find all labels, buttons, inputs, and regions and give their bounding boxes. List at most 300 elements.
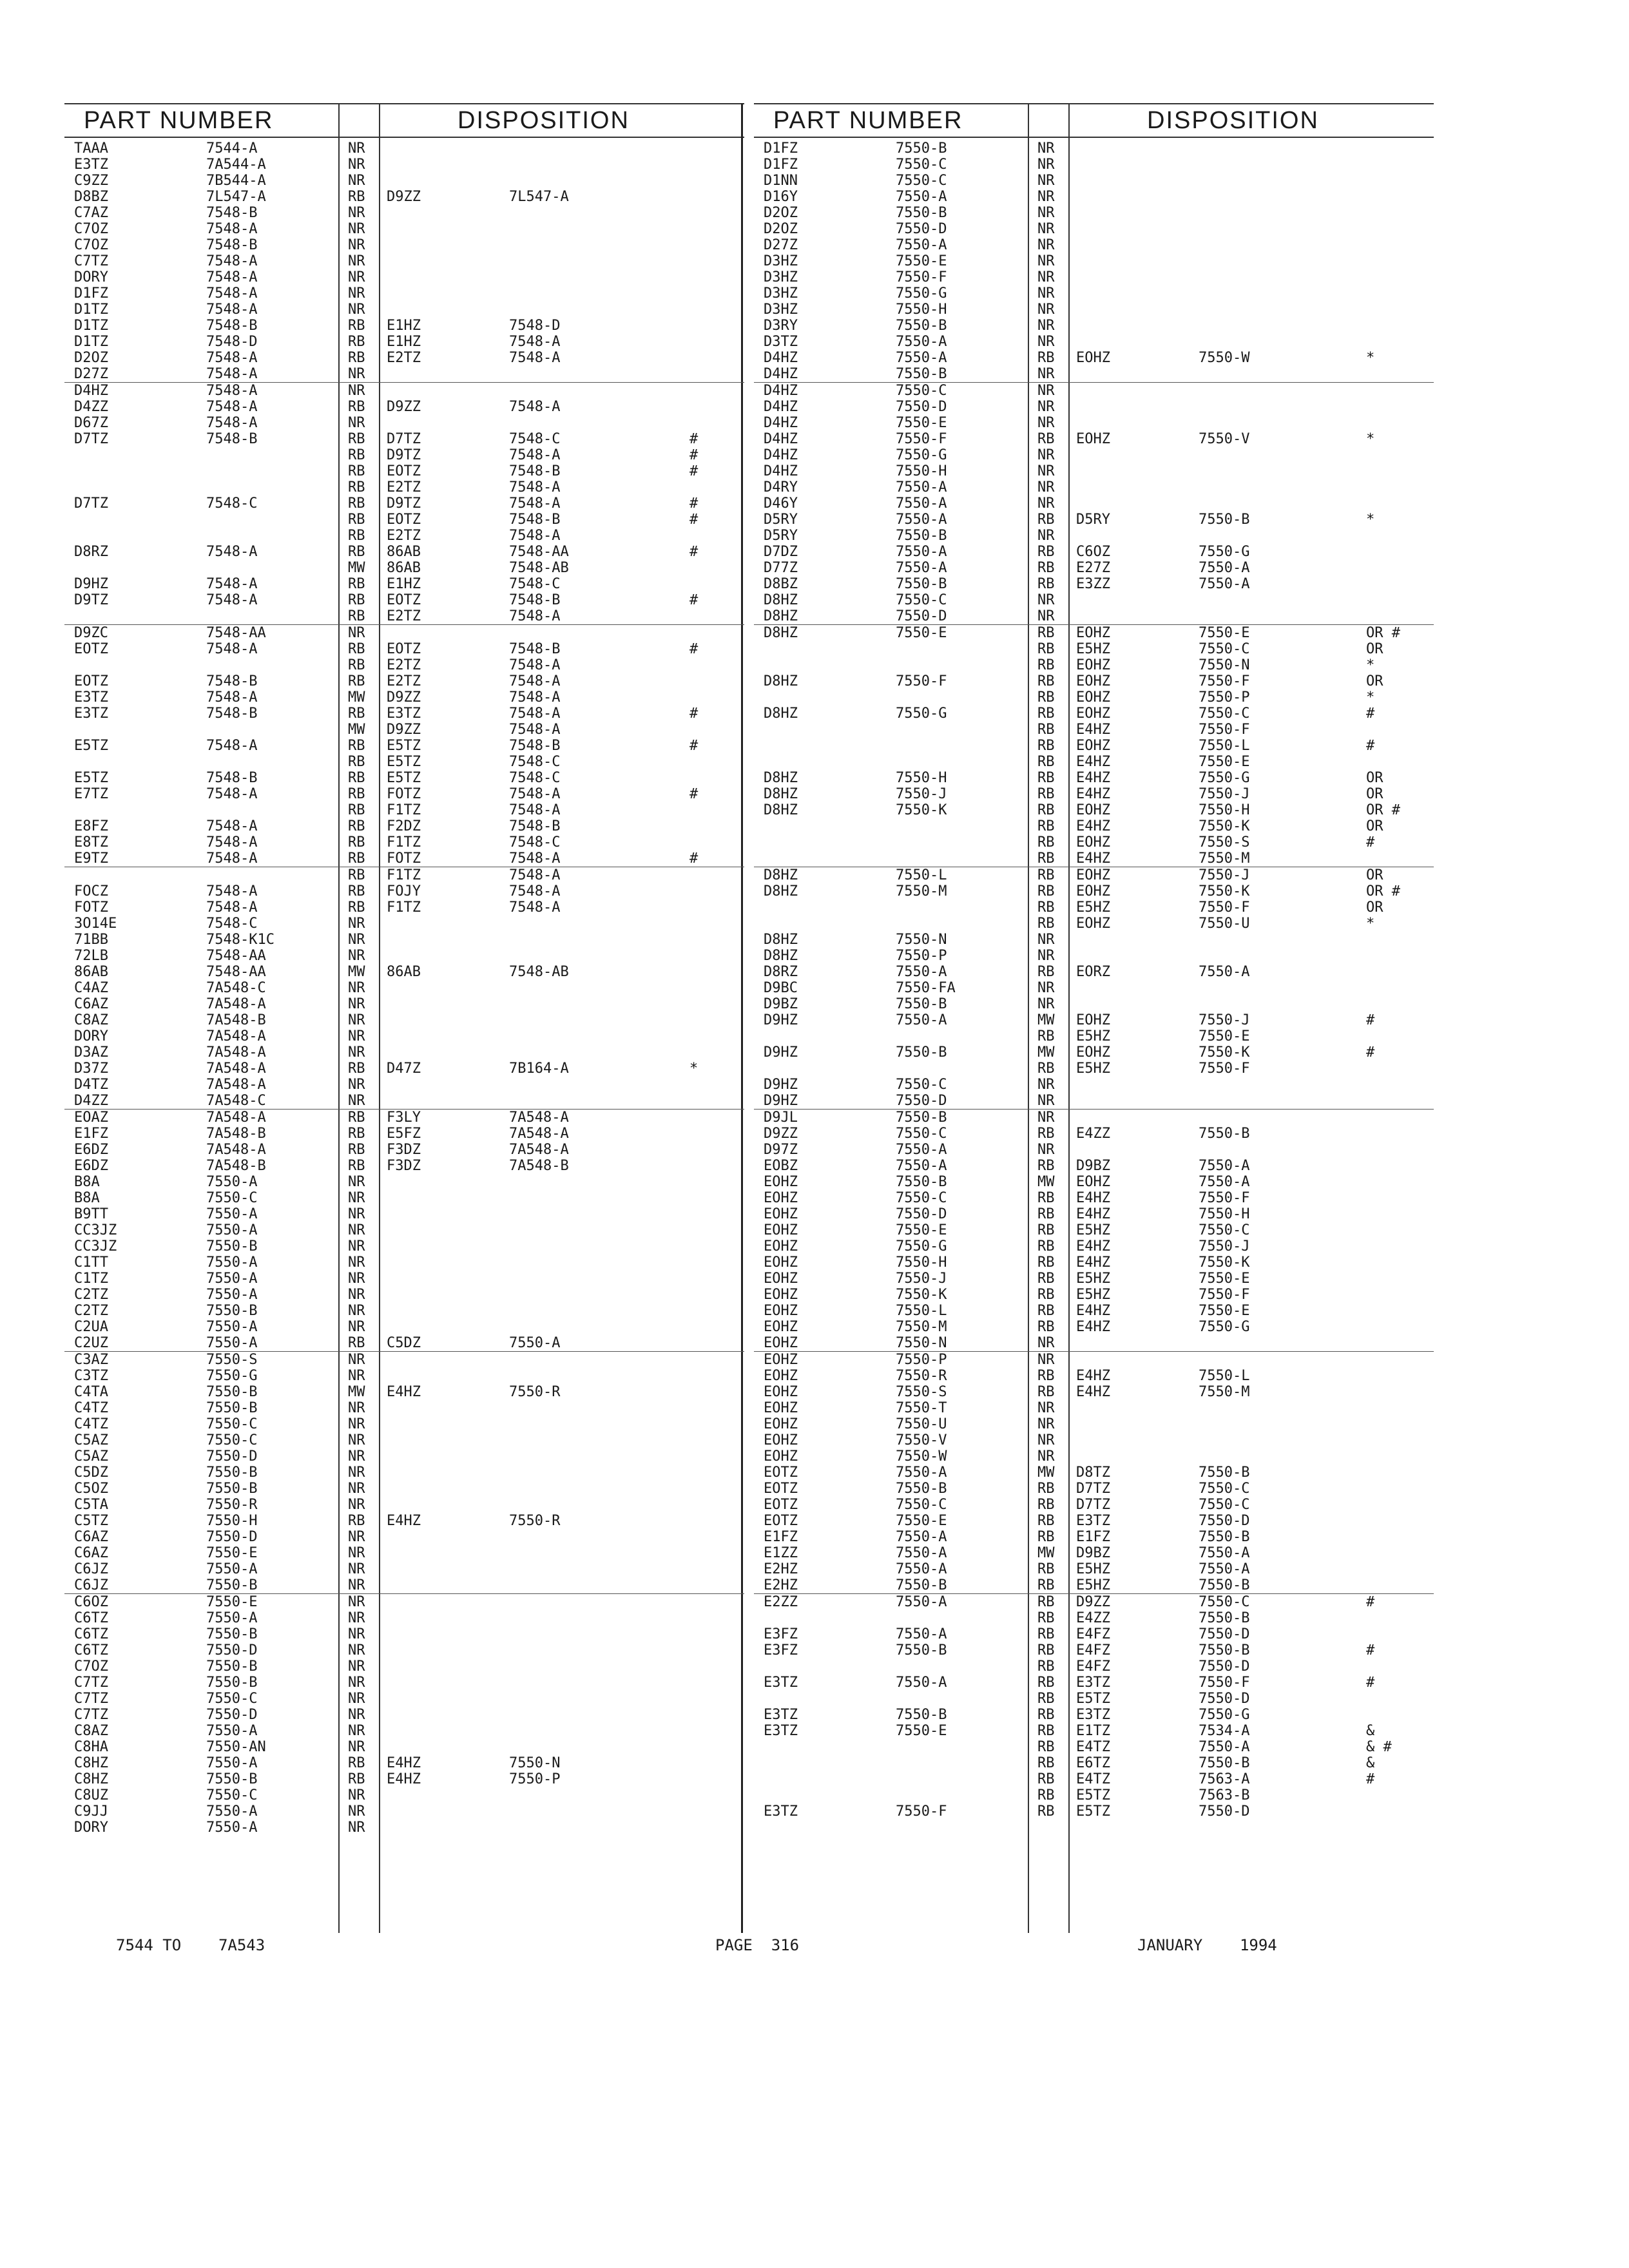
part-prefix: C4TZ [74, 1400, 108, 1416]
replacement-number: 7550-B [1199, 1755, 1250, 1771]
table-row [754, 1497, 1434, 1513]
part-prefix: D37Z [74, 1061, 108, 1077]
flag: & # [1366, 1739, 1392, 1755]
replacement-number: 7550-M [1199, 1384, 1250, 1400]
disposition-code: MW [1037, 1012, 1055, 1028]
replacement-number: 7548-A [509, 722, 561, 738]
disposition-code: RB [1037, 641, 1055, 657]
table-row [754, 140, 1434, 157]
part-prefix: C6AZ [74, 1545, 108, 1561]
table-row [64, 1061, 744, 1077]
replacement-number: 7550-J [1199, 867, 1250, 883]
table-row [754, 1545, 1434, 1561]
table-row [754, 899, 1434, 916]
part-number: 7550-B [896, 576, 947, 592]
table-row [64, 1593, 744, 1610]
replacement-number: 7548-A [509, 399, 561, 415]
part-prefix: D1NN [764, 173, 798, 189]
flag: # [1366, 706, 1375, 722]
disposition-code: RB [1037, 1675, 1055, 1691]
part-number: 7550-D [206, 1642, 258, 1658]
disposition-code: RB [1037, 512, 1055, 528]
replacement-number: 7548-B [509, 512, 561, 528]
disposition-code: NR [348, 1497, 365, 1513]
table-row [64, 1755, 744, 1771]
table-row [64, 722, 744, 738]
replacement-prefix: E4HZ [1076, 850, 1110, 867]
table-row [64, 334, 744, 350]
flag: # [1366, 834, 1375, 850]
flag: * [1366, 916, 1375, 932]
part-prefix: CC3JZ [74, 1222, 117, 1238]
table-row [754, 1529, 1434, 1545]
replacement-number: 7550-F [1199, 1675, 1250, 1691]
disposition-code: MW [1037, 1545, 1055, 1561]
disposition-code: RB [1037, 1739, 1055, 1755]
table-row [64, 1610, 744, 1626]
part-prefix: E9TZ [74, 850, 108, 867]
table-row [754, 382, 1434, 399]
replacement-prefix: D5RY [1076, 512, 1110, 528]
disposition-code: NR [1037, 1142, 1055, 1158]
table-row [754, 673, 1434, 689]
replacement-prefix: 86AB [387, 544, 421, 560]
replacement-prefix: E27Z [1076, 560, 1110, 576]
replacement-prefix: E5TZ [1076, 1691, 1110, 1707]
replacement-number: 7550-B [1199, 1529, 1250, 1545]
replacement-prefix: E4HZ [1076, 1206, 1110, 1222]
part-number: 7550-A [896, 1626, 947, 1642]
table-row [64, 1739, 744, 1755]
disposition-code: RB [1037, 1190, 1055, 1206]
part-number: 7550-E [896, 1723, 947, 1739]
table-row [754, 576, 1434, 592]
table-row [64, 673, 744, 689]
replacement-prefix: E4FZ [1076, 1642, 1110, 1658]
replacement-number: 7548-C [509, 834, 561, 850]
table-row [754, 1593, 1434, 1610]
table-row [754, 1093, 1434, 1109]
table-row [754, 1561, 1434, 1577]
replacement-number: 7550-W [1199, 350, 1250, 366]
part-number: 7548-B [206, 770, 258, 786]
table-row [64, 592, 744, 608]
replacement-prefix: E4HZ [387, 1384, 421, 1400]
disposition-code: RB [1037, 1529, 1055, 1545]
disposition-code: NR [348, 1545, 365, 1561]
disposition-code: NR [348, 1642, 365, 1658]
replacement-number: 7550-E [1199, 754, 1250, 770]
disposition-code: RB [1037, 560, 1055, 576]
part-prefix: CC3JZ [74, 1238, 117, 1254]
table-row [64, 1044, 744, 1061]
flag: * [1366, 350, 1375, 366]
replacement-number: 7548-A [509, 447, 561, 463]
table-row [64, 1691, 744, 1707]
part-prefix: E8TZ [74, 834, 108, 850]
table-row [754, 1061, 1434, 1077]
replacement-prefix: EOHZ [1076, 802, 1110, 818]
table-row [64, 1254, 744, 1271]
replacement-prefix: EOHZ [1076, 916, 1110, 932]
replacement-number: 7550-D [1199, 1691, 1250, 1707]
replacement-prefix: EOTZ [387, 512, 421, 528]
disposition-code: RB [348, 350, 365, 366]
replacement-prefix: E4HZ [1076, 1319, 1110, 1335]
table-row [64, 366, 744, 382]
replacement-prefix: E4TZ [1076, 1771, 1110, 1787]
disposition-code: RB [348, 1061, 365, 1077]
replacement-prefix: D9ZZ [387, 189, 421, 205]
part-prefix: D8HZ [764, 673, 798, 689]
table-row [64, 738, 744, 754]
table-row [754, 1691, 1434, 1707]
disposition-code: NR [348, 1190, 365, 1206]
replacement-prefix: EOTZ [387, 592, 421, 608]
disposition-code: NR [1037, 1400, 1055, 1416]
part-prefix: DORY [74, 1820, 108, 1836]
part-number: 7550-E [896, 1222, 947, 1238]
part-number: 7548-A [206, 221, 258, 237]
disposition-code: NR [348, 383, 365, 399]
replacement-number: 7550-B [1199, 1610, 1250, 1626]
table-row [754, 964, 1434, 980]
disposition-code: NR [1037, 1416, 1055, 1432]
disposition-code: NR [348, 1077, 365, 1093]
flag: # [1366, 1012, 1375, 1028]
disposition-code: RB [1037, 1368, 1055, 1384]
part-prefix: C3AZ [74, 1352, 108, 1368]
replacement-prefix: EOHZ [1076, 431, 1110, 447]
replacement-prefix: D7TZ [387, 431, 421, 447]
replacement-prefix: E4HZ [387, 1771, 421, 1787]
disposition-code: NR [348, 1658, 365, 1675]
disposition-code: NR [1037, 1335, 1055, 1351]
disposition-code: RB [1037, 1061, 1055, 1077]
disposition-code: NR [1037, 173, 1055, 189]
part-prefix: 3O14E [74, 916, 117, 932]
disposition-code: RB [1037, 350, 1055, 366]
part-number: 7550-H [896, 463, 947, 479]
replacement-prefix: C6OZ [1076, 544, 1110, 560]
replacement-number: 7548-A [509, 883, 561, 899]
part-number: 7550-H [896, 770, 947, 786]
replacement-prefix: E2TZ [387, 528, 421, 544]
table-row [64, 1287, 744, 1303]
flag: OR [1366, 641, 1383, 657]
part-prefix: C7TZ [74, 1707, 108, 1723]
disposition-code: NR [348, 366, 365, 382]
disposition-code: RB [1037, 1513, 1055, 1529]
disposition-code: NR [1037, 463, 1055, 479]
table-row [64, 1771, 744, 1787]
part-number: 7550-B [206, 1400, 258, 1416]
disposition-code: NR [348, 205, 365, 221]
part-number: 7550-C [206, 1190, 258, 1206]
table-row [754, 1109, 1434, 1126]
disposition-code: NR [348, 1529, 365, 1545]
replacement-number: 7550-G [1199, 1707, 1250, 1723]
part-prefix: C5AZ [74, 1432, 108, 1448]
replacement-prefix: E2TZ [387, 608, 421, 624]
part-prefix: C2TZ [74, 1287, 108, 1303]
replacement-number: 7548-A [509, 802, 561, 818]
replacement-number: 7548-C [509, 754, 561, 770]
table-row [754, 1448, 1434, 1465]
disposition-code: RB [1037, 1577, 1055, 1593]
table-row [754, 479, 1434, 495]
replacement-prefix: E3TZ [1076, 1513, 1110, 1529]
disposition-code: NR [1037, 1093, 1055, 1109]
part-prefix: D9HZ [764, 1012, 798, 1028]
replacement-number: 7548-A [509, 479, 561, 495]
disposition-code: NR [348, 916, 365, 932]
part-prefix: DORY [74, 269, 108, 285]
replacement-number: 7550-E [1199, 625, 1250, 641]
table-row [64, 624, 744, 641]
table-row [754, 1287, 1434, 1303]
table-row [754, 850, 1434, 867]
disposition-code: NR [1037, 205, 1055, 221]
part-number: 7550-A [896, 350, 947, 366]
part-prefix: D4HZ [764, 350, 798, 366]
part-number: 7A548-A [206, 1061, 266, 1077]
disposition-code: NR [348, 1238, 365, 1254]
part-prefix: E7TZ [74, 786, 108, 802]
flag: OR [1366, 818, 1383, 834]
table-row [754, 1142, 1434, 1158]
replacement-prefix: D9ZZ [1076, 1594, 1110, 1610]
replacement-number: 7548-A [509, 689, 561, 706]
replacement-prefix: E3TZ [1076, 1675, 1110, 1691]
table-row [64, 1707, 744, 1723]
disposition-code: RB [1037, 916, 1055, 932]
table-row [754, 1254, 1434, 1271]
part-prefix: EOHZ [764, 1222, 798, 1238]
part-prefix: D9JL [764, 1110, 798, 1126]
footer-date: JANUARY 1994 [1137, 1936, 1277, 1954]
part-prefix: C7TZ [74, 253, 108, 269]
replacement-number: 7548-C [509, 576, 561, 592]
replacement-prefix: F2DZ [387, 818, 421, 834]
disposition-code: RB [1037, 899, 1055, 916]
disposition-code: RB [1037, 834, 1055, 850]
flag: # [689, 512, 699, 528]
table-row [754, 1787, 1434, 1803]
part-number: 7550-B [896, 1707, 947, 1723]
table-row [64, 1012, 744, 1028]
replacement-prefix: E4TZ [1076, 1739, 1110, 1755]
flag: OR [1366, 867, 1383, 883]
part-prefix: D2OZ [764, 205, 798, 221]
part-number: 7550-B [206, 1577, 258, 1593]
disposition-code: RB [1037, 1723, 1055, 1739]
part-prefix: E6DZ [74, 1158, 108, 1174]
disposition-code: NR [348, 302, 365, 318]
part-number: 7550-A [896, 1529, 947, 1545]
replacement-number: 7550-U [1199, 916, 1250, 932]
part-prefix: D9HZ [764, 1077, 798, 1093]
part-prefix: C7OZ [74, 221, 108, 237]
part-prefix: 72LB [74, 948, 108, 964]
disposition-code: RB [1037, 770, 1055, 786]
replacement-prefix: E2TZ [387, 657, 421, 673]
disposition-code: RB [1037, 1594, 1055, 1610]
flag: OR [1366, 899, 1383, 916]
table-row [64, 528, 744, 544]
part-prefix: EOHZ [764, 1448, 798, 1465]
table-row [754, 1044, 1434, 1061]
part-prefix: D9ZZ [764, 1126, 798, 1142]
disposition-code: RB [348, 1335, 365, 1351]
disposition-code: NR [1037, 237, 1055, 253]
replacement-number: 7548-A [509, 867, 561, 883]
table-row [754, 1610, 1434, 1626]
flag: # [689, 592, 699, 608]
flag: # [1366, 1675, 1375, 1691]
part-prefix: D8HZ [764, 883, 798, 899]
part-number: 7B544-A [206, 173, 266, 189]
part-number-header: PART NUMBER [773, 107, 963, 134]
part-prefix: EOHZ [764, 1416, 798, 1432]
replacement-number: 7550-G [1199, 1319, 1250, 1335]
table-row [754, 883, 1434, 899]
part-number: 7A548-C [206, 1093, 266, 1109]
replacement-prefix: 86AB [387, 964, 421, 980]
disposition-code: NR [348, 1723, 365, 1739]
part-number: 7548-A [206, 641, 258, 657]
replacement-number: 7550-M [1199, 850, 1250, 867]
part-number: 7550-T [896, 1400, 947, 1416]
disposition-code: NR [1037, 334, 1055, 350]
replacement-prefix: E5TZ [387, 738, 421, 754]
replacement-prefix: EOHZ [1076, 1174, 1110, 1190]
replacement-prefix: EOHZ [1076, 706, 1110, 722]
table-row [754, 1723, 1434, 1739]
disposition-code: MW [1037, 1044, 1055, 1061]
part-number: 7548-A [206, 415, 258, 431]
part-number: 7550-E [896, 625, 947, 641]
part-prefix: C5TZ [74, 1513, 108, 1529]
part-number: 7548-A [206, 834, 258, 850]
table-row [754, 834, 1434, 850]
disposition-code: MW [348, 964, 365, 980]
replacement-prefix: E4HZ [1076, 1254, 1110, 1271]
part-prefix: C3TZ [74, 1368, 108, 1384]
disposition-code: RB [1037, 1238, 1055, 1254]
part-prefix: C4TZ [74, 1416, 108, 1432]
part-number: 7550-H [206, 1513, 258, 1529]
flag: # [689, 706, 699, 722]
replacement-prefix: E4HZ [1076, 1303, 1110, 1319]
disposition-code: RB [1037, 1222, 1055, 1238]
part-number-header: PART NUMBER [84, 107, 274, 134]
replacement-number: 7548-D [509, 318, 561, 334]
table-row [64, 576, 744, 592]
table-row [754, 512, 1434, 528]
table-row [64, 1497, 744, 1513]
part-prefix: C7TZ [74, 1675, 108, 1691]
part-prefix: D77Z [764, 560, 798, 576]
disposition-code: NR [1037, 269, 1055, 285]
part-number: 7550-L [896, 867, 947, 883]
part-prefix: D27Z [764, 237, 798, 253]
part-prefix: C8AZ [74, 1012, 108, 1028]
replacement-prefix: E5HZ [1076, 1222, 1110, 1238]
part-prefix: D8HZ [764, 932, 798, 948]
replacement-number: 7550-V [1199, 431, 1250, 447]
disposition-code: RB [348, 818, 365, 834]
part-number: 7550-J [896, 786, 947, 802]
replacement-prefix: E4HZ [387, 1513, 421, 1529]
part-number: 7550-B [206, 1238, 258, 1254]
replacement-prefix: FOJY [387, 883, 421, 899]
part-number: 7550-A [896, 964, 947, 980]
replacement-number: 7550-A [1199, 1545, 1250, 1561]
table-row [64, 560, 744, 576]
table-row [64, 447, 744, 463]
part-number: 7550-A [206, 1254, 258, 1271]
replacement-number: 7548-AB [509, 964, 569, 980]
disposition-code: NR [348, 285, 365, 302]
part-number: 7550-E [896, 1513, 947, 1529]
replacement-prefix: EOHZ [1076, 625, 1110, 641]
replacement-number: 7550-P [509, 1771, 561, 1787]
part-prefix: EOHZ [764, 1432, 798, 1448]
replacement-prefix: F1TZ [387, 802, 421, 818]
replacement-prefix: E1TZ [1076, 1723, 1110, 1739]
disposition-code: RB [348, 512, 365, 528]
part-number: 7550-D [206, 1448, 258, 1465]
table-row [64, 1561, 744, 1577]
replacement-prefix: EOTZ [387, 641, 421, 657]
table-row [64, 1400, 744, 1416]
part-prefix: D4HZ [764, 431, 798, 447]
flag: * [1366, 431, 1375, 447]
part-prefix: D7TZ [74, 495, 108, 512]
table-row [754, 1400, 1434, 1416]
part-number: 7550-U [896, 1416, 947, 1432]
part-number: 7548-B [206, 706, 258, 722]
table-row [64, 1820, 744, 1836]
part-number: 7550-K [896, 1287, 947, 1303]
disposition-code: RB [1037, 625, 1055, 641]
part-number: 7550-L [896, 1303, 947, 1319]
replacement-number: 7550-F [1199, 1061, 1250, 1077]
replacement-prefix: E6TZ [1076, 1755, 1110, 1771]
disposition-code: NR [1037, 996, 1055, 1012]
part-prefix: E2HZ [764, 1577, 798, 1593]
flag: OR [1366, 786, 1383, 802]
replacement-number: 7563-B [1199, 1787, 1250, 1803]
disposition-code: RB [1037, 1028, 1055, 1044]
part-number: 7550-A [896, 544, 947, 560]
table-row [754, 1190, 1434, 1206]
replacement-number: 7550-J [1199, 1012, 1250, 1028]
part-number: 7550-E [206, 1545, 258, 1561]
part-prefix: E3TZ [74, 706, 108, 722]
part-prefix: D9BC [764, 980, 798, 996]
table-row [64, 1723, 744, 1739]
flag: OR [1366, 770, 1383, 786]
disposition-code: RB [348, 657, 365, 673]
part-number: 7550-B [206, 1384, 258, 1400]
replacement-number: 7550-C [1199, 706, 1250, 722]
part-number: 7550-V [896, 1432, 947, 1448]
part-prefix: C5AZ [74, 1448, 108, 1465]
part-prefix: C7OZ [74, 1658, 108, 1675]
replacement-number: 7550-A [1199, 1561, 1250, 1577]
